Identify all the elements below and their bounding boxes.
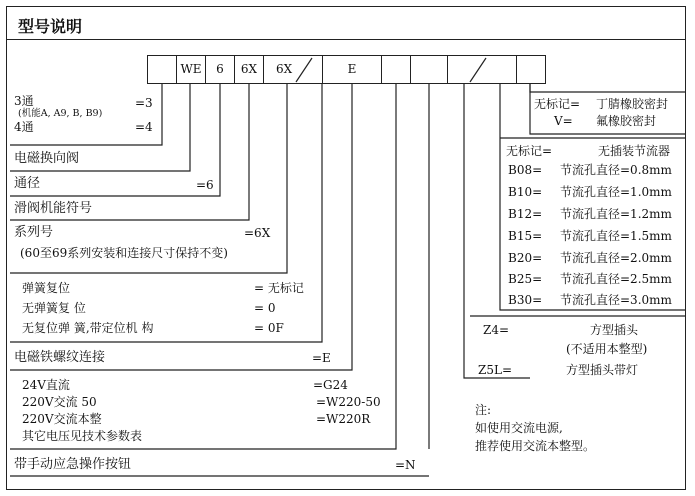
throttle-code: B20=	[508, 251, 543, 265]
throttle-desc: 节流孔直径=1.5mm	[560, 229, 672, 243]
value-seal-v: 氟橡胶密封	[596, 114, 657, 128]
label-spool: 滑阀机能符号	[14, 201, 93, 216]
code-cell-3: 6	[205, 55, 235, 84]
value-throttle-none: 无插装节流器	[598, 144, 671, 158]
throttle-desc: 节流孔直径=3.0mm	[560, 293, 672, 307]
value-ac220: =W220-50	[316, 395, 381, 409]
value-series: =6X	[244, 226, 271, 240]
value-detent: = 0F	[254, 321, 284, 335]
label-4-way: 4通	[14, 120, 34, 134]
label-seal-none: 无标记=	[534, 97, 581, 111]
value-manual: =N	[395, 458, 416, 472]
value-z5l: 方型插头带灯	[566, 363, 639, 377]
value-no-spring: = 0	[254, 301, 276, 315]
value-4-way: =4	[135, 120, 153, 134]
label-series-note: (60至69系列安装和连接尺寸保持不变)	[20, 246, 228, 260]
note-line-1: 如使用交流电源,	[475, 421, 563, 435]
code-cell-6: E	[322, 55, 382, 84]
throttle-code: B08=	[508, 163, 543, 177]
label-detent: 无复位弹 簧,带定位机 构	[22, 321, 154, 335]
value-seal-none: 丁腈橡胶密封	[596, 97, 669, 111]
label-3-way: 3通	[14, 94, 34, 108]
label-series: 系列号	[14, 225, 54, 240]
page-title: 型号说明	[6, 6, 686, 40]
value-z4: 方型插头	[590, 323, 639, 337]
label-spring-return: 弹簧复位	[22, 281, 71, 295]
code-cell-5: 6X	[263, 55, 323, 84]
label-ac220r: 220V交流本整	[22, 412, 102, 426]
value-3-way: =3	[135, 96, 153, 110]
value-solenoid: =E	[312, 351, 331, 365]
label-z4: Z4=	[483, 323, 510, 337]
label-throttle-none: 无标记=	[506, 144, 553, 158]
label-solenoid: 电磁铁螺纹连接	[14, 350, 106, 365]
throttle-code: B30=	[508, 293, 543, 307]
label-z5l: Z5L=	[478, 363, 512, 377]
code-cell-2: WE	[176, 55, 206, 84]
throttle-desc: 节流孔直径=2.5mm	[560, 272, 672, 286]
label-3-way-note: (机能A, A9, B, B9)	[18, 108, 103, 119]
note-line-2: 推荐使用交流本整型。	[475, 439, 596, 453]
value-dc24: =G24	[313, 378, 348, 392]
throttle-code: B15=	[508, 229, 543, 243]
label-diameter: 通径	[14, 176, 41, 191]
label-no-spring: 无弹簧复 位	[22, 301, 86, 315]
throttle-code: B12=	[508, 207, 543, 221]
value-spring-return: = 无标记	[254, 281, 304, 295]
label-dc24: 24V直流	[22, 378, 70, 392]
throttle-code: B10=	[508, 185, 543, 199]
label-other-voltage: 其它电压见技术参数表	[22, 429, 143, 443]
label-seal-v: V=	[554, 114, 573, 128]
throttle-desc: 节流孔直径=2.0mm	[560, 251, 672, 265]
throttle-desc: 节流孔直径=0.8mm	[560, 163, 672, 177]
value-ac220r: =W220R	[316, 412, 371, 426]
label-ac220: 220V交流 50	[22, 395, 97, 409]
code-cell-4: 6X	[234, 55, 264, 84]
value-diameter: =6	[196, 178, 214, 192]
note-title: 注:	[475, 403, 492, 417]
label-valve-type: 电磁换向阀	[14, 151, 80, 166]
value-z4-note: (不适用本整型)	[566, 342, 648, 356]
label-manual: 带手动应急操作按钮	[14, 457, 132, 472]
throttle-code: B25=	[508, 272, 543, 286]
throttle-desc: 节流孔直径=1.2mm	[560, 207, 672, 221]
throttle-desc: 节流孔直径=1.0mm	[560, 185, 672, 199]
